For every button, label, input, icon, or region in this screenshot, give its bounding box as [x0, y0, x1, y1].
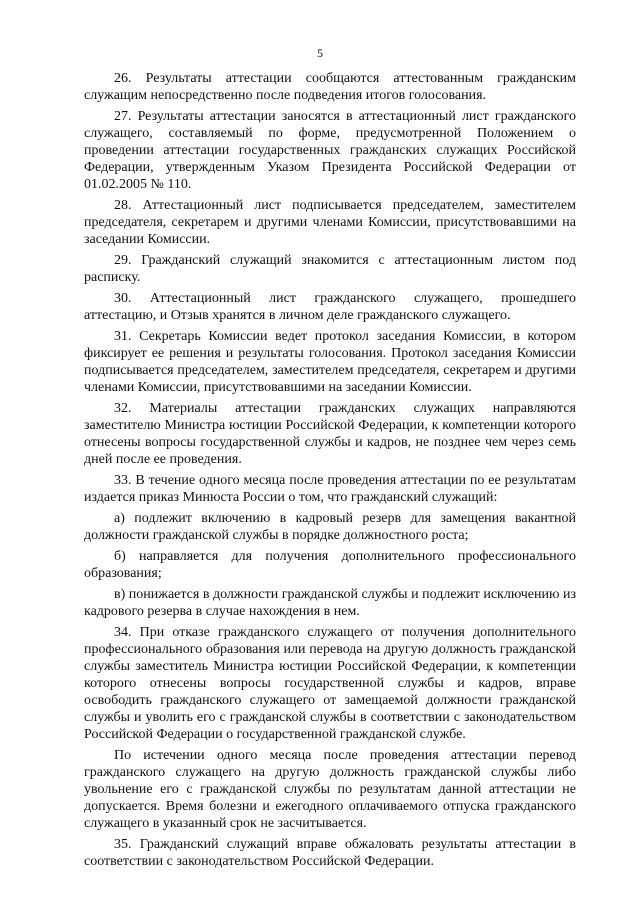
paragraph-28: 28. Аттестационный лист подписывается председателем, заместителем председателя, секретарем и другими членами Комиссии, присутствовавшими на заседании Комиссии. [84, 198, 576, 247]
paragraph-33-v: в) понижается в должности гражданской службы и подлежит исключению из кадрового резерва в случае нахождения в нем. [84, 587, 576, 619]
paragraph-33-b: б) направляется для получения дополнительного профессионального образования; [84, 549, 576, 581]
paragraph-33-a: а) подлежит включению в кадровый резерв для замещения вакантной должности гражданской службы в порядке должностного роста; [84, 511, 576, 543]
document-body [84, 70, 576, 874]
page-number: 5 [317, 46, 323, 60]
paragraph-27: 27. Результаты аттестации заносятся в аттестационный лист гражданского служащего, составляемый по форме, предусмотренной Положением о проведении аттестации государственных гражданских служащих Российской Федерации, утвержденным Указом Президента Российской Федерации от 01.02.2005 № 110. [84, 109, 576, 192]
paragraph-30: 30. Аттестационный лист гражданского служащего, прошедшего аттестацию, и Отзыв хранятся в личном деле гражданского служащего. [84, 291, 576, 323]
paragraph-31: 31. Секретарь Комиссии ведет протокол заседания Комиссии, в котором фиксирует ее решения и результаты голосования. Протокол заседания Комиссии подписывается председателем, заместителем председателя, секретарем и другими членами Комиссии, присутствовавшими на заседании Комиссии. [84, 329, 576, 395]
paragraph-32: 32. Материалы аттестации гражданских служащих направляются заместителю Министра юстиции Российской Федерации, к компетенции которого отнесены вопросы государственной службы и кадров, не позднее чем через семь дней после ее проведения. [84, 401, 576, 467]
paragraph-34: 34. При отказе гражданского служащего от получения дополнительного профессионального образования или перевода на другую должность гражданской службы заместитель Министра юстиции Российской Федерации, к компетенции которого отнесены вопросы государственной службы и кадров, вправе освободить гражданского служащего от замещаемой должности гражданской службы и уволить его с гражданской службы в соответствии с законодательством Российской Федерации о государственной гражданской службе. [84, 625, 576, 742]
paragraph-35: 35. Гражданский служащий вправе обжаловать результаты аттестации в соответствии с законодательством Российской Федерации. [84, 837, 576, 869]
paragraph-29: 29. Гражданский служащий знакомится с аттестационным листом под расписку. [84, 253, 576, 285]
paragraph-34-continued: По истечении одного месяца после проведения аттестации перевод гражданского служащего на другую должность гражданской службы либо увольнение его с гражданской службы по результатам данной аттестации не допускается. Время болезни и ежегодного оплачиваемого отпуска гражданского служащего в указанный срок не засчитывается. [84, 748, 576, 831]
paragraph-33: 33. В течение одного месяца после проведения аттестации по ее результатам издается приказ Минюста России о том, что гражданский служащий: [84, 473, 576, 505]
paragraph-26: 26. Результаты аттестации сообщаются аттестованным гражданским служащим непосредственно после подведения итогов голосования. [84, 71, 576, 103]
